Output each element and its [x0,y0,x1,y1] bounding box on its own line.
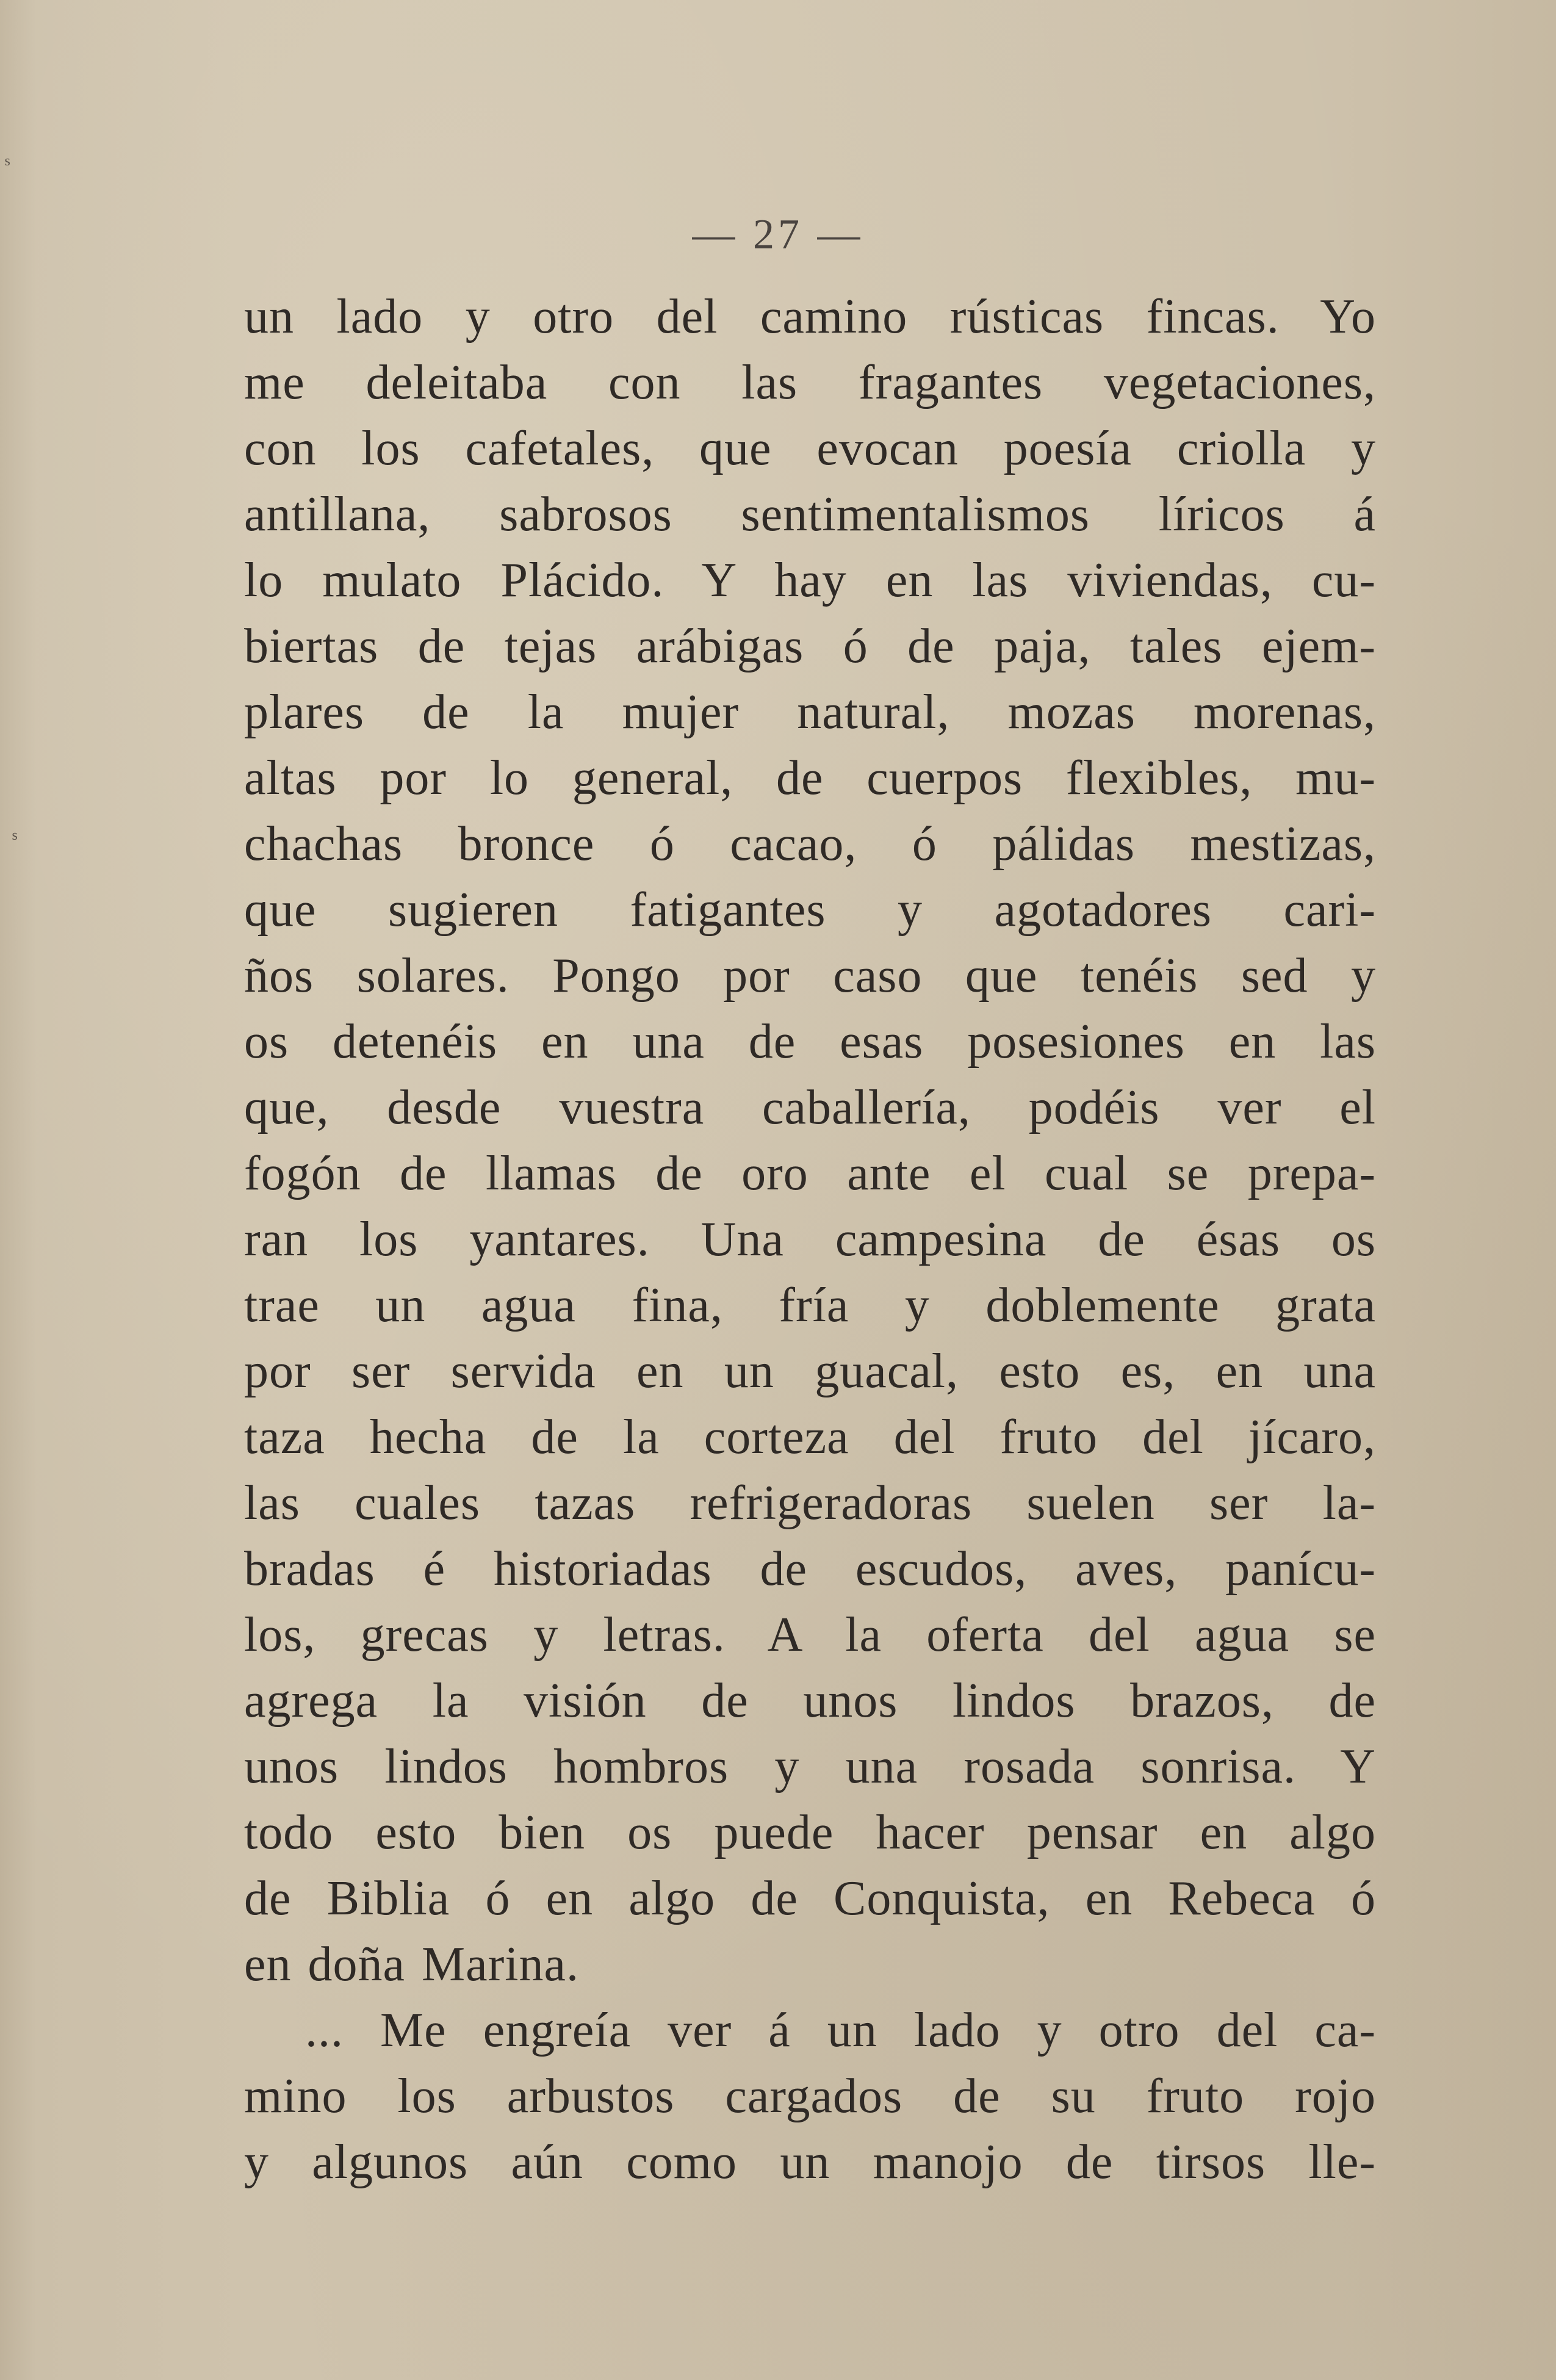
margin-speck: ˢ [5,150,10,178]
text-line: de Biblia ó en algo de Conquista, en Rebeca ó [244,1872,1376,1925]
body-text [244,284,1376,2195]
text-line: que sugieren fatigantes y agotadores cari- [244,883,1376,937]
text-line: taza hecha de la corteza del fruto del jícaro, [244,1410,1376,1464]
text-line: fogón de llamas de oro ante el cual se prepa- [244,1147,1376,1200]
text-line: mino los arbustos cargados de su fruto rojo [244,2069,1376,2123]
text-line: ños solares. Pongo por caso que tenéis sed y [244,949,1376,1003]
text-line: y algunos aún como un manojo de tirsos lle- [244,2135,1376,2189]
text-line: que, desde vuestra caballería, podéis ver el [244,1081,1376,1134]
text-line: todo esto bien os puede hacer pensar en algo [244,1806,1376,1859]
text-line: biertas de tejas arábigas ó de paja, tales ejem- [244,619,1376,673]
text-line: agrega la visión de unos lindos brazos, de [244,1674,1376,1728]
text-line: altas por lo general, de cuerpos flexibles, mu- [244,751,1376,805]
text-line: lo mulato Plácido. Y hay en las viviendas, cu- [244,554,1376,607]
text-line: chachas bronce ó cacao, ó pálidas mestizas, [244,817,1376,871]
text-line: os detenéis en una de esas posesiones en las [244,1015,1376,1069]
text-line: antillana, sabrosos sentimentalismos líricos á [244,488,1376,541]
text-line: trae un agua fina, fría y doblemente grata [244,1278,1376,1332]
text-line: las cuales tazas refrigeradoras suelen ser la- [244,1476,1376,1530]
text-line: con los cafetales, que evocan poesía criolla y [244,422,1376,475]
text-line: bradas é historiadas de escudos, aves, panícu- [244,1542,1376,1596]
text-line: un lado y otro del camino rústicas fincas. Yo [244,290,1376,344]
text-line: por ser servida en un guacal, esto es, en una [244,1344,1376,1398]
text-line: plares de la mujer natural, mozas morenas, [244,685,1376,739]
text-line: unos lindos hombros y una rosada sonrisa. Y [244,1740,1376,1794]
text-line: me deleitaba con las fragantes vegetaciones, [244,356,1376,409]
text-line: ran los yantares. Una campesina de ésas os [244,1213,1376,1266]
text-line: ... Me engreía ver á un lado y otro del ca- [305,2003,1376,2057]
page-number: — 27 — [692,211,864,258]
text-line: los, grecas y letras. A la oferta del agua se [244,1608,1376,1662]
margin-speck: ˢ [12,824,18,852]
text-line: en doña Marina. [244,1938,580,1991]
